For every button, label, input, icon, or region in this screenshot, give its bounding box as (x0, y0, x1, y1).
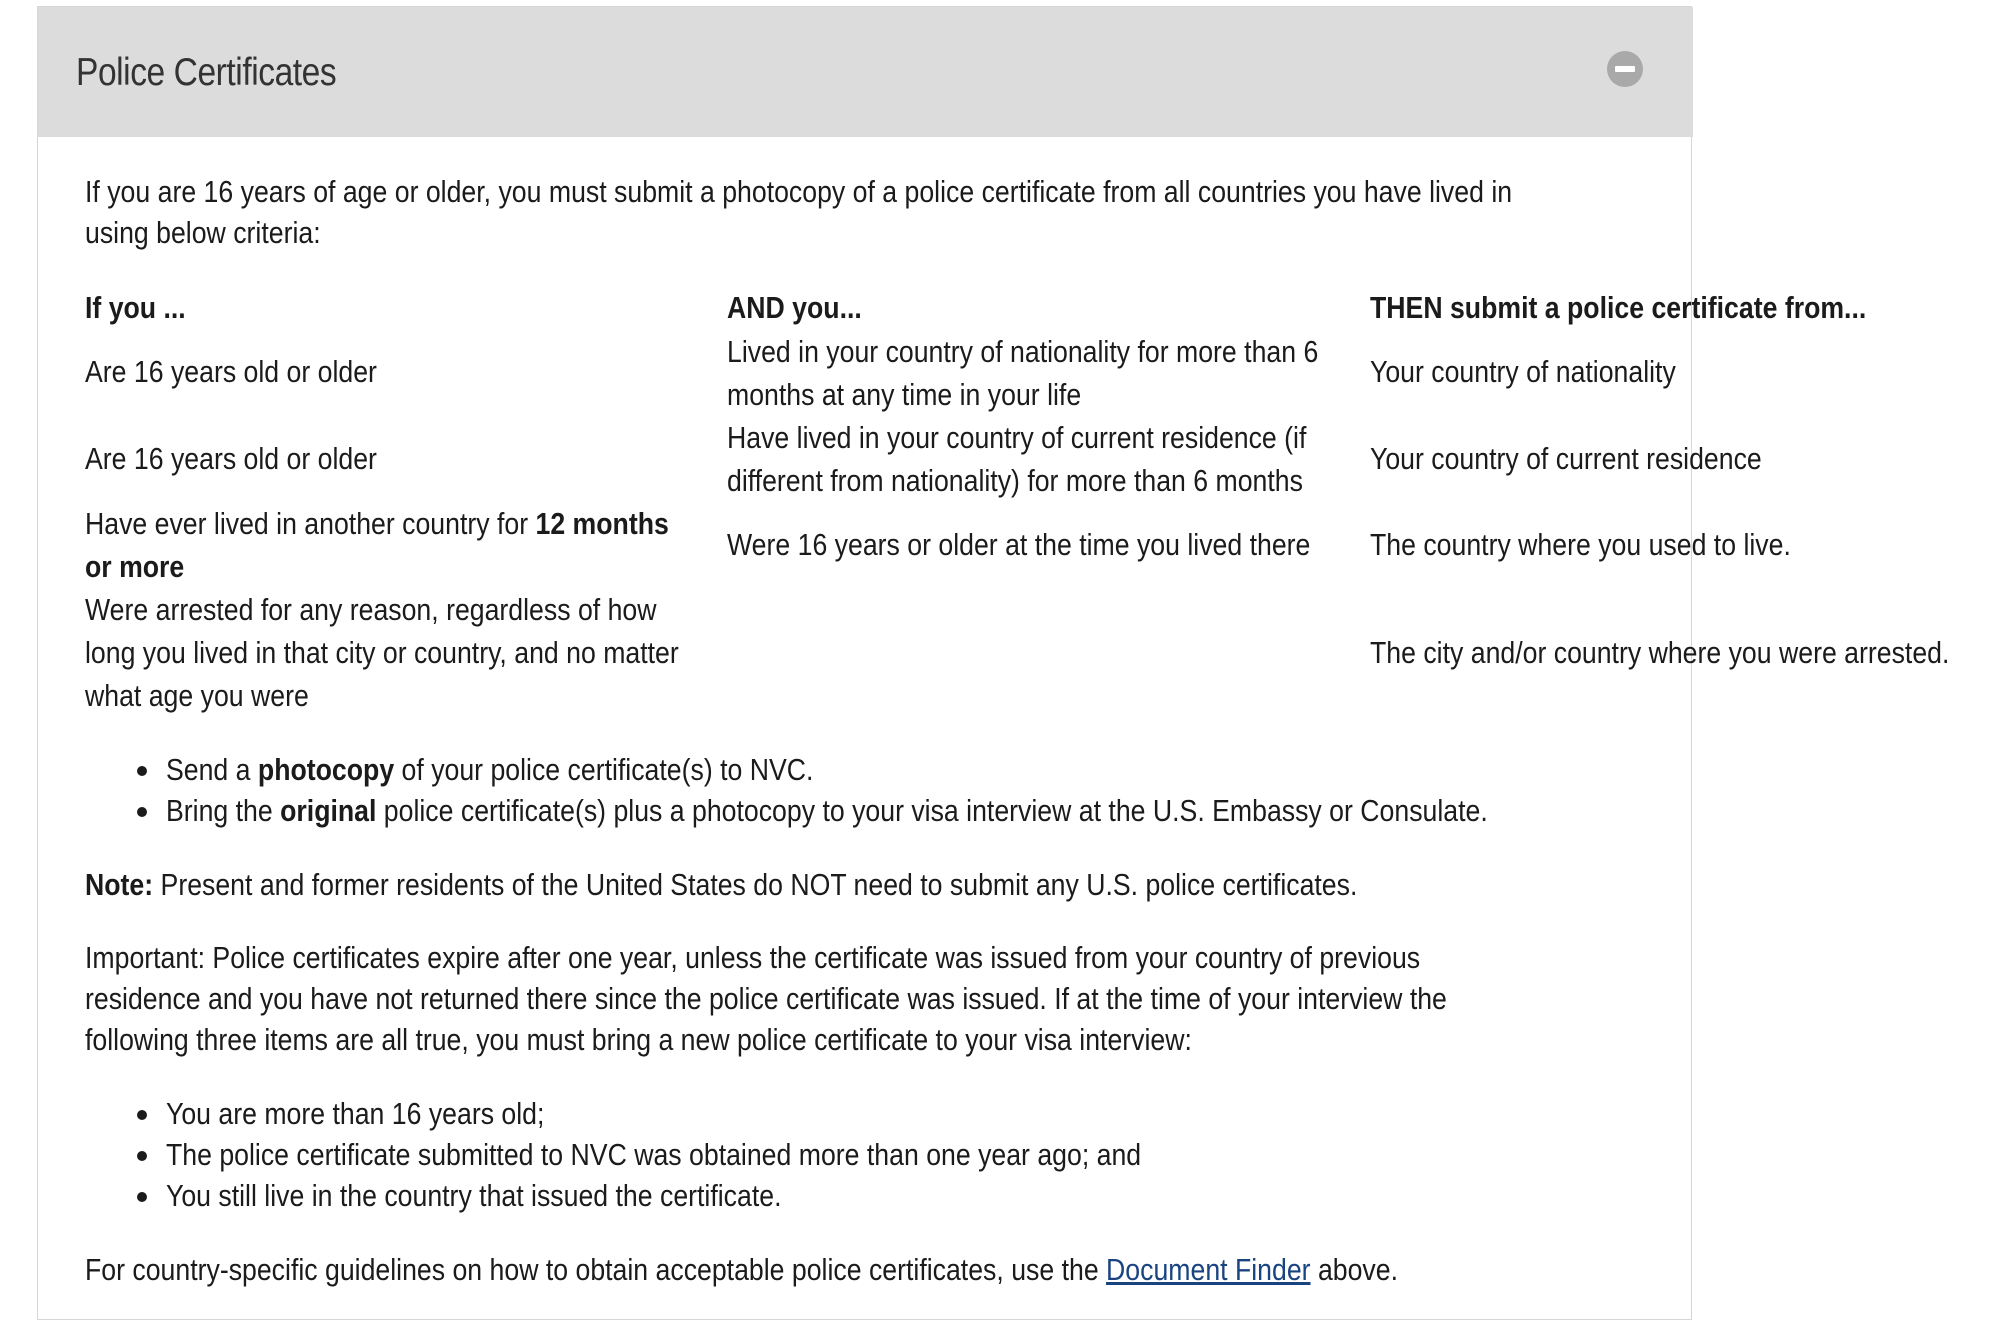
intro-line-1: If you are 16 years of age or older, you must submit a photocopy of a police certificate from all countries you have lived in (85, 174, 1513, 209)
row2-if-you: Are 16 years old or older (85, 441, 377, 476)
instruction-photocopy (166, 748, 813, 791)
note-text: Present and former residents of the United States do NOT need to submit any U.S. police certificates. (153, 867, 1358, 902)
bullet (137, 807, 147, 817)
important-line-2: residence and you have not returned there since the police certificate was issued. If at the time of your interview the (85, 981, 1447, 1016)
important-line-3: following three items are all true, you must bring a new police certificate to your visa interview: (85, 1022, 1192, 1057)
instruction-1-prefix: Send a (166, 752, 258, 787)
instruction-2-prefix: Bring the (166, 793, 281, 828)
row4-if-you-line3: what age you were (85, 678, 309, 713)
condition-item: You are more than 16 years old; (166, 1096, 545, 1131)
row4-if-you-line2: long you lived in that city or country, and no matter (85, 635, 679, 670)
instruction-2-suffix: police certificate(s) plus a photocopy to your visa interview at the U.S. Embassy or Consulate. (376, 793, 1488, 828)
instruction-1-suffix: of your police certificate(s) to NVC. (394, 752, 814, 787)
instruction-1-bold: photocopy (257, 752, 395, 787)
panel-header[interactable] (38, 7, 1693, 137)
row1-if-you: Are 16 years old or older (85, 354, 377, 389)
table-header-and-you: AND you... (727, 290, 862, 325)
instruction-original (166, 789, 1488, 832)
table-header-if-you: If you ... (85, 290, 186, 325)
footer-suffix: above. (1310, 1252, 1399, 1287)
row4-if-you-line1: Were arrested for any reason, regardless of how (85, 592, 657, 627)
row3-if-you-line2: or more (85, 549, 185, 584)
panel-title: Police Certificates (76, 51, 337, 94)
row1-and-you-line2: months at any time in your life (727, 377, 1082, 412)
minus-bar (1615, 66, 1635, 72)
condition-item: The police certificate submitted to NVC was obtained more than one year ago; and (166, 1137, 1142, 1172)
row1-then-submit: Your country of nationality (1370, 354, 1676, 389)
footer-paragraph (85, 1248, 1398, 1291)
row3-and-you: Were 16 years or older at the time you lived there (727, 527, 1311, 562)
bullet (137, 1192, 147, 1202)
document-finder-link[interactable]: Document Finder (1106, 1252, 1311, 1287)
row3-if-you-line1 (85, 502, 669, 545)
table-header-then-submit: THEN submit a police certificate from... (1370, 290, 1867, 325)
bullet (137, 1110, 147, 1120)
important-line-1: Important: Police certificates expire after one year, unless the certificate was issued from your country of previous (85, 940, 1421, 975)
note-label: Note: (85, 867, 154, 902)
minus-circle-icon[interactable] (1607, 51, 1643, 87)
bullet (137, 1151, 147, 1161)
note-paragraph (85, 863, 1357, 906)
intro-line-2: using below criteria: (85, 215, 321, 250)
row2-and-you-line1: Have lived in your country of current residence (if (727, 420, 1307, 455)
row2-then-submit: Your country of current residence (1370, 441, 1762, 476)
row4-then-submit: The city and/or country where you were arrested. (1370, 635, 1950, 670)
row2-and-you-line2: different from nationality) for more than 6 months (727, 463, 1303, 498)
row3-if-you-bold: 12 months (535, 506, 669, 541)
footer-prefix: For country-specific guidelines on how to obtain acceptable police certificates, use the (85, 1252, 1107, 1287)
bullet (137, 766, 147, 776)
row3-if-you-prefix: Have ever lived in another country for (85, 506, 536, 541)
row3-then-submit: The country where you used to live. (1370, 527, 1791, 562)
instruction-2-bold: original (280, 793, 377, 828)
condition-item: You still live in the country that issued the certificate. (166, 1178, 782, 1213)
row1-and-you-line1: Lived in your country of nationality for more than 6 (727, 334, 1319, 369)
